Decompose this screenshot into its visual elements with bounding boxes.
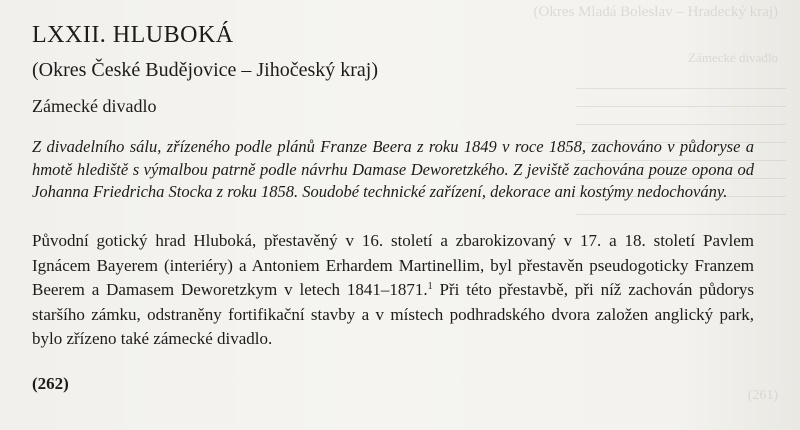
bleed-through-text: (261) [747, 388, 778, 403]
bleed-through-text: (Okres Mladá Boleslav – Hradecký kraj) [533, 4, 778, 20]
summary-paragraph: Z divadelního sálu, zřízeného podle plánů Franze Beera z roku 1849 v roce 1858, zachováno v půdoryse a hmotě hlediště s výmalbou patrně podle návrhu Damase Deworetzkého. Z jeviště zachována pouze opona od Johanna Friedricha Stocka z roku 1858. Soudobé technické zařízení, dekorace ani kostýmy nedochovány. [32, 137, 754, 201]
body-text-continued: Při této přestavbě, při níž zachován půdorys staršího zámku, odstraněny fortifikační stavby a v místech podhradského dvora založen anglický park, bylo zřízeno také zámecké divadlo. [32, 280, 755, 348]
body-text: Původní gotický hrad Hluboká, přestavěný v 16. století a zbarokizovaný v 17. a 18. století Pavlem Ignácem Bayerem (interiéry) a Antoniem Erhardem Martinellim, byl přestavěn pseudogoticky Franzem Beerem a Damasem Deworetzkym v letech 1841–1871. [32, 231, 754, 299]
section-title: Zámecké divadlo [32, 96, 157, 116]
footnote-marker: 1 [427, 281, 433, 292]
bleed-through-text: Zámecké divadlo [688, 50, 778, 65]
body-paragraph [32, 229, 754, 352]
chapter-heading: LXXII. HLUBOKÁ [32, 22, 234, 48]
page-number: (262) [32, 374, 69, 393]
location-subheading: (Okres České Budějovice – Jihočeský kraj) [32, 59, 379, 81]
